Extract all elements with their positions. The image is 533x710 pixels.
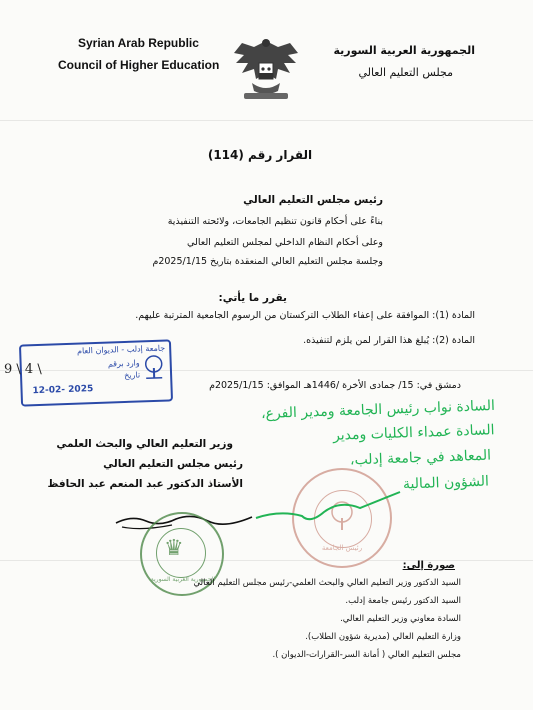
handwritten-line4: الشؤون المالية: [402, 473, 490, 493]
header-en-line1: Syrian Arab Republic: [78, 36, 199, 50]
seal-eagle-icon: ♛: [164, 536, 184, 561]
signatory-line1: وزير التعليم العالي والبحث العلمي: [56, 438, 233, 450]
decides-heading: يقرر ما يأتي:: [218, 292, 287, 304]
inbox-stamp-line1: جامعة إدلب - الديوان العام: [76, 343, 166, 356]
seal-left-text: الجمهورية العربية السورية: [150, 576, 216, 583]
approval-check-stroke: [250, 488, 410, 538]
handwritten-line1: السادة نواب رئيس الجامعة ومدير الفرع،: [260, 397, 496, 423]
syrian-eagle-emblem-icon: [226, 33, 306, 105]
margin-handwriting: 9 \ 4 \: [4, 362, 42, 377]
handwritten-line2: السادة عمداء الكليات ومدير: [333, 422, 496, 444]
header-ar-line1: الجمهورية العربية السورية: [333, 44, 475, 57]
signatory-line2: رئيس مجلس التعليم العالي: [103, 458, 243, 470]
article-1: المادة (1): الموافقة على إعفاء الطلاب التركستان من الرسوم الجامعية المترتبة عليهم.: [135, 310, 475, 321]
preamble-line2: وعلى أحكام النظام الداخلي لمجلس التعليم العالي: [187, 237, 383, 248]
copies-item-5: مجلس التعليم العالي ( أمانة السر-القرارات-الديوان ).: [272, 650, 461, 660]
header-en-line2: Council of Higher Education: [58, 58, 220, 72]
inbox-stamp-line3: تاريخ: [124, 370, 141, 381]
copies-item-4: وزارة التعليم العالي (مديرية شؤون الطلاب).: [305, 632, 461, 642]
inbox-stamp-date: 12-02- 2025: [32, 384, 94, 397]
handwritten-line3: المعاهد في جامعة إدلب،: [349, 447, 492, 469]
copies-title: صورة إلى:: [402, 560, 455, 571]
article-2: المادة (2): يُبلغ هذا القرار لمن يلزم لتنفيذه.: [303, 335, 475, 346]
decision-title: القرار رقم (114): [207, 148, 313, 162]
inbox-stamp: [19, 339, 173, 406]
preamble-line1: بناءً على أحكام قانون تنظيم الجامعات، ولائحته التنفيذية: [167, 216, 383, 227]
copies-item-1: السيد الدكتور وزير التعليم العالي والبحث العلمي-رئيس مجلس التعليم العالي: [193, 578, 461, 588]
seal-right-text: رئيس الجامعة: [321, 544, 363, 552]
copies-item-3: السادة معاوني وزير التعليم العالي.: [340, 614, 461, 624]
inbox-stamp-line2: وارد برقم: [107, 358, 140, 369]
preamble-line3: وجلسة مجلس التعليم العالي المنعقدة بتاريخ 2025/1/15م: [152, 256, 383, 267]
date-line: دمشق في: 15/ جمادى الأخرة /1446هـ الموافق: 2025/1/15م: [209, 380, 461, 391]
preamble-title: رئيس مجلس التعليم العالي: [243, 194, 383, 206]
signatory-line3: الأستاذ الدكتور عبد المنعم عبد الحافظ: [47, 478, 243, 490]
tree-logo-icon: [141, 354, 166, 381]
header-ar-line2: مجلس التعليم العالي: [358, 66, 453, 79]
copies-item-2: السيد الدكتور رئيس جامعة إدلب.: [345, 596, 461, 606]
